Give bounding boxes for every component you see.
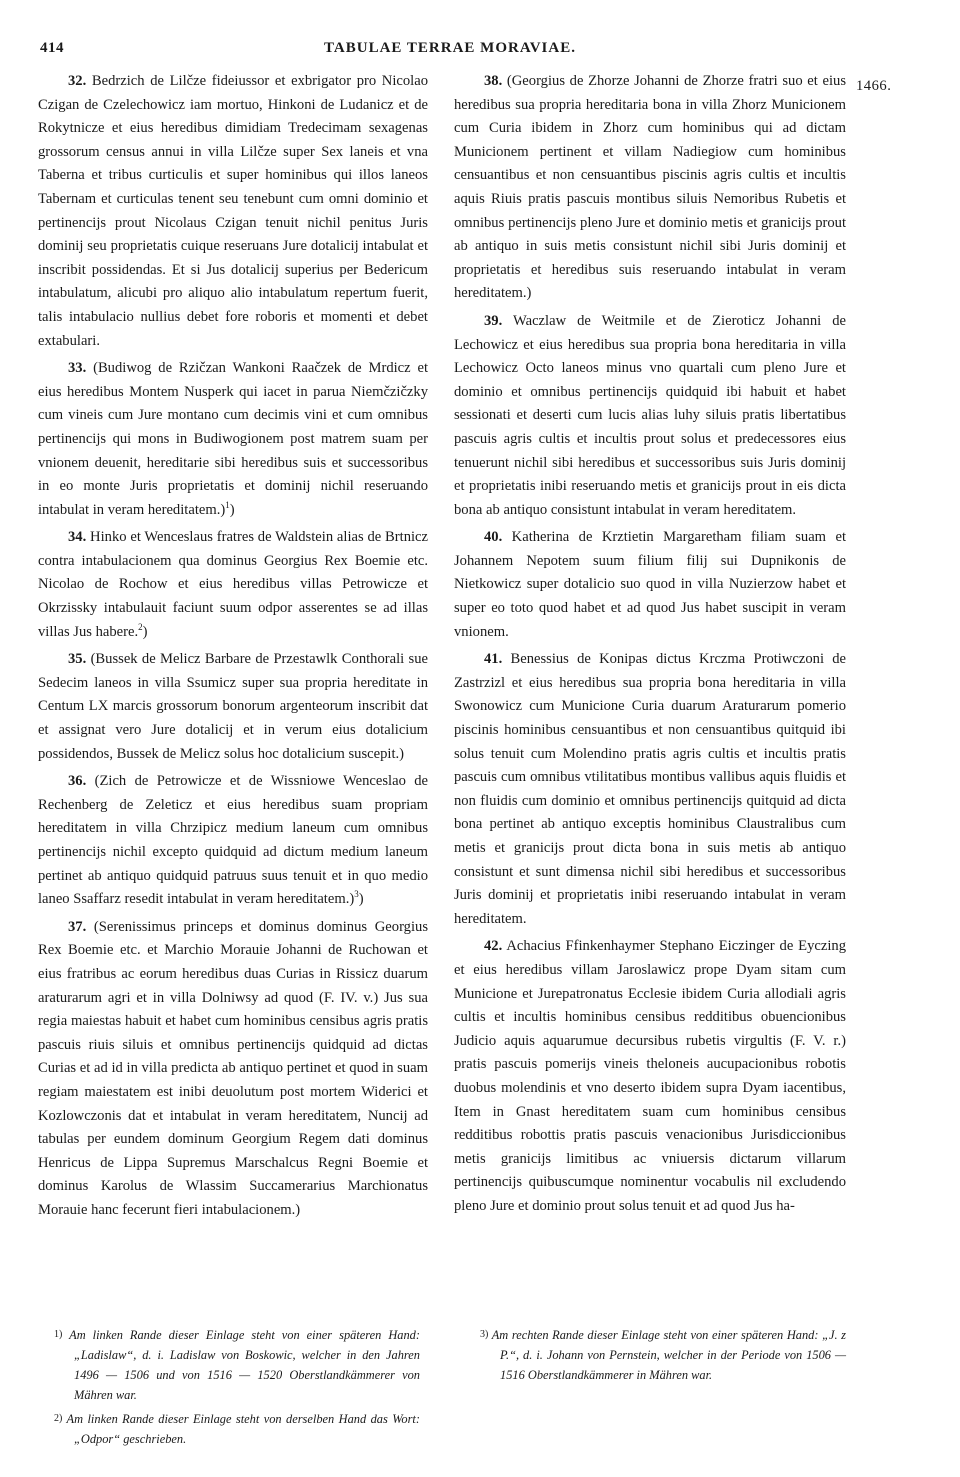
entry-text: (Budiwog de Rzičzan Wankoni Raačzek de Mrdicz et eius heredibus Montem Nusperk qui iacet in parua Niemčzičzky cum vineis cum Jure montano cum decimis vini et cum omnibus pertinencijs qui mons in Budiwogionem post matrem suam per vnionem deuenit, hereditarie sibi heredibus suis et successoribus in eo monte Juris proprietatis et dominij nichil reseruando intabulat in veram hereditatem.) <box>38 360 428 518</box>
entry-number: 37. <box>68 918 87 935</box>
footnote-1 <box>40 1325 420 1405</box>
entry-32 <box>38 70 428 353</box>
page-header <box>40 40 860 64</box>
entry-42 <box>454 935 846 1218</box>
entry-37 <box>38 916 428 1223</box>
entry-number: 38. <box>484 73 503 89</box>
entry-39 <box>454 310 846 522</box>
entry-text: Hinko et Wenceslaus fratres de Waldstein alias de Brtnicz contra intabulacionem qua dominus Georgius Rex Boemie etc. Nicolao de Rochow et eius heredibus villas Petrowicze et Okrzissky intabulauit faciunt suum odpor asserentes se ad illas villas Jus habere. <box>38 529 428 640</box>
footnote-ref[interactable]: 1 <box>225 499 230 510</box>
entry-text: (Zich de Petrowicze et de Wissniowe Wenceslao de Rechenberg de Zeleticz et eius heredibus suam propriam hereditatem in villa Chrzipicz medium laneum cum omnibus pertinencijs nichil excepto quidquid ad dictum medium laneum pertinet ab antiquo quidquid patruus suus tenuit et in quo medio laneo Ssaffarz resedit intabulat in veram hereditatem.) <box>38 773 428 908</box>
entry-text: Achacius Ffinkenhaymer Stephano Eiczinger de Eyczing et eius heredibus villam Jaroslawicz prope Dyam sitam cum Municione et Jurepatronatus Ecclesie ibidem Curia allodiali agris cultis et incultis hominibus censibus redditibus obuencionibus Judicio aquis aquarumue decursibus rubetis virgultis (F. V. r.) pratis pascuis pomerijs vineis theloneis aucupacionibus robotis duobus molendinis et vno deserto ibidem supra Dyam iacentibus, Item in Gnast hereditatem suam cum hominibus censibus redditibus robottis pratis pascuis venacionibus Jurisdiccionibus metis granicijs limitibus ac vniuersis dictarum villarum pertinencijs quibuscumque nominentur vocabulis nil excludendo pleno Jure et dominio prout solus tenuit et ad quod Jus ha- <box>454 938 846 1214</box>
footnote-3 <box>466 1325 846 1385</box>
left-column <box>38 70 428 1227</box>
entry-text: (Bussek de Melicz Barbare de Przestawlk Conthorali sue Sedecim laneos in villa Ssumicz super sua propria hereditate in Centum LX marcis grossorum bonorum argenteorum inscribit dat et assignat vero Jure dotalicij et in verum eius dotalicium possidendos, Bussek de Melicz solus hoc dotalicium suscepit.) <box>38 651 428 762</box>
entry-number: 34. <box>68 529 87 546</box>
entry-number: 32. <box>68 73 87 89</box>
footnote-mark: 3) <box>480 1329 489 1340</box>
footnote-text: Am rechten Rande dieser Einlage steht von einer späteren Hand: „J. z P.“, d. i. Johann von Pernstein, welcher in der Periode von 1506 — 1516 Oberstlandkämmerer in Mähren war. <box>491 1328 846 1382</box>
entry-40 <box>454 526 846 644</box>
footnote-ref[interactable]: 3 <box>354 889 359 900</box>
entry-text: (Georgius de Zhorze Johanni de Zhorze fratri suo et eius heredibus sua propria hereditaria bona in villa Zhorz Municionem cum Curia ibidem in Zhorz cum hominibus qui ad dictam Municionem pertinent et villam Nadiegiow cum hominibus censuantibus et non censuantibus piscinis agris cultis et incultis aquis Riuis pratis pascuis montibus siluis Nemoribus Rubetis et omnibus pertinencijs pleno Jure et dominio metis et granicijs prout ab antiquo in suis metis consistunt nichil sibi Juris dominij et proprietatis et heredibus suis reseruando intabulat in veram hereditatem.) <box>454 73 846 302</box>
entry-text: Benessius de Konipas dictus Krczma Protiwczoni de Zastrzizl et eius heredibus sua propria bona hereditaria in villa Swonowicz cum Municione Curia duarum Araturarum pomerio piscinis hominibus censuantibus et non censuantibus quitquid ibi solus tenuit cum Molendino pratis agris cultis et incultis pratis pascuis cum omnibus vtilitatibus montibus vallibus aquis fluidis et non fluidis cum dominio et omnibus pertinencijs quitquid ad dicta bona pertinet ab antiquo exceptis hominibus Claustralibus cum metis et granicijs prout dicta bona in suis metis ab antiquo consistunt et sunt dimensa nichil sibi heredibus et successoribus Juris dominij et proprietatis inibi reseruando intabulat in veram hereditatem. <box>454 651 846 927</box>
footnotes-right <box>466 1325 846 1389</box>
footnote-2 <box>40 1409 420 1449</box>
footnote-text: Am linken Rande dieser Einlage steht von einer späteren Hand: „Ladislaw“, d. i. Ladislaw von Boskowic, welcher in den Jahren 1496 — 1506 und von 1516 — 1520 Oberstlandkämmerer von Mähren war. <box>69 1328 420 1402</box>
entry-38 <box>454 70 846 306</box>
entry-number: 41. <box>484 651 503 668</box>
footnote-mark: 2) <box>54 1413 63 1424</box>
page-number: 414 <box>40 40 64 56</box>
entry-number: 42. <box>484 938 503 955</box>
entry-number: 36. <box>68 773 87 790</box>
entry-text: Bedrzich de Lilčze fideiussor et exbrigator pro Nicolao Czigan de Czelechowicz iam mortuo, Hinkoni de Ludanicz et de Rokytnicze et eius heredibus dimidiam Tredecimam sexagenas grossorum census annui in villa Lilčze super Sex laneis et vna Taberna et tribus curticulis et super hominibus qui illos laneos Tabernam et curticulas tenent seu tenebunt cum omni dominio et pertinencijs prout Nicolaus Czigan tenuit nichil penitus Juris dominij seu proprietatis cuique reseruans Jure dotalicij intabulat et inscribit possidendas. Et si Jus dotalicij superius per Bedericum intabulatum, alicubi pro aliquo alio intabulatum repertum fuerit, talis intabulacio nullius debet fore roboris et momenti et debet extabulari. <box>38 73 428 349</box>
entry-41 <box>454 648 846 931</box>
running-title: TABULAE TERRAE MORAVIAE. <box>324 40 576 56</box>
footnotes-left <box>40 1325 420 1453</box>
entry-36: 36. (Zich de Petrowicze et de Wissniowe Wenceslao de Rechenberg de Zeleticz et eius heredibus suam propriam hereditatem in villa Chrzipicz medium laneum cum omnibus pertinencijs nichil excepto quidquid ad dictum medium laneum pertinet ab antiquo quidquid patruus suus tenuit et in quo medio laneo Ssaffarz resedit intabulat in veram hereditatem.)$^3$) <box>38 773 428 908</box>
entry-number: 40. <box>484 529 503 546</box>
entry-number: 35. <box>68 651 87 668</box>
entry-number: 33. <box>68 360 87 377</box>
entry-35 <box>38 648 428 766</box>
footnote-mark: 1) <box>54 1329 63 1340</box>
footnote-ref[interactable]: 2 <box>138 621 143 632</box>
footnote-text: Am linken Rande dieser Einlage steht von derselben Hand das Wort: „Odpor“ geschrieben. <box>66 1412 420 1446</box>
entry-text: (Serenissimus princeps et dominus dominus Georgius Rex Boemie etc. et Marchio Morauie Johanni de Ruchowan et eius fratribus ac eorum heredibus duas Curias in Rissicz duarum araturarum agri et in villa Dolniwsy ad quod (F. IV. v.) Jus sua regia maiestas habuit et habet cum hominibus censibus agris pratis pascuis riuis siluis et omnibus pertinencijs quidquid ad dictas Curias et ad id in villa predicta ab antiquo pertinet et quod in suam regiam maiestatem est inibi deuolutum post mortem Widerici et Kozlowczonis dat et intabulat in veram hereditatem, Nuncij ad tabulas per eundem dominum Georgium Regem dati dominus Henricus de Lippa Supremus Marschalcus Regni Boemie et dominus Karolus de Wlassim Succamerarius Marchionatus Morauie hanc fecerunt fieri intabulacionem.) <box>38 918 428 1218</box>
entry-number: 39. <box>484 312 503 329</box>
entry-text: Waczlaw de Weitmile et de Zieroticz Johanni de Lechowicz et eius heredibus sua propria bona hereditaria in villa Lechowicz Octo laneos minus vno quartali cum pleno Jure et dominio et omnibus pertinencijs quidquid ibi habuit et habet sessionati et deserti cum lucis alias luhy siluis pratis libertatibus pascuis agris cultis et incultis prout solus et predecessores eius tenuerunt nichil sibi heredibus et successoribus suis Juris dominij et proprietatis inibi reseruando metis et granicijs prout in eis dicta bona ab antiquo consistunt intabulat in veram hereditatem. <box>454 312 846 518</box>
entry-33: 33. (Budiwog de Rzičzan Wankoni Raačzek de Mrdicz et eius heredibus Montem Nusperk qui iacet in parua Niemčzičzky cum vineis cum Jure montano cum decimis vini et cum omnibus pertinencijs qui mons in Budiwogionem post matrem suam per vnionem deuenit, hereditarie sibi heredibus suis et successoribus in eo monte Juris proprietatis et dominij nichil reseruando intabulat in veram hereditatem.)$^1$) <box>38 360 428 518</box>
right-column <box>454 70 846 1223</box>
entry-34: 34. Hinko et Wenceslaus fratres de Waldstein alias de Brtnicz contra intabulacionem qua dominus Georgius Rex Boemie etc. Nicolao de Rochow et eius heredibus villas Petrowicze et Okrzissky intabulauit faciunt suum odpor asserentes se ad illas villas Jus habere.$^2$) <box>38 529 428 640</box>
margin-year-note: 1466. <box>856 78 892 94</box>
entry-text: Katherina de Krztietin Margaretham filiam suam et Johannem Nepotem suum filium filij sui Dupnikonis de Nietkowicz super dotalicio suo quod in villa Nuzierzow habet et super eo toto quod habet et ad quod Jus habet suscipit in veram vnionem. <box>454 529 846 640</box>
